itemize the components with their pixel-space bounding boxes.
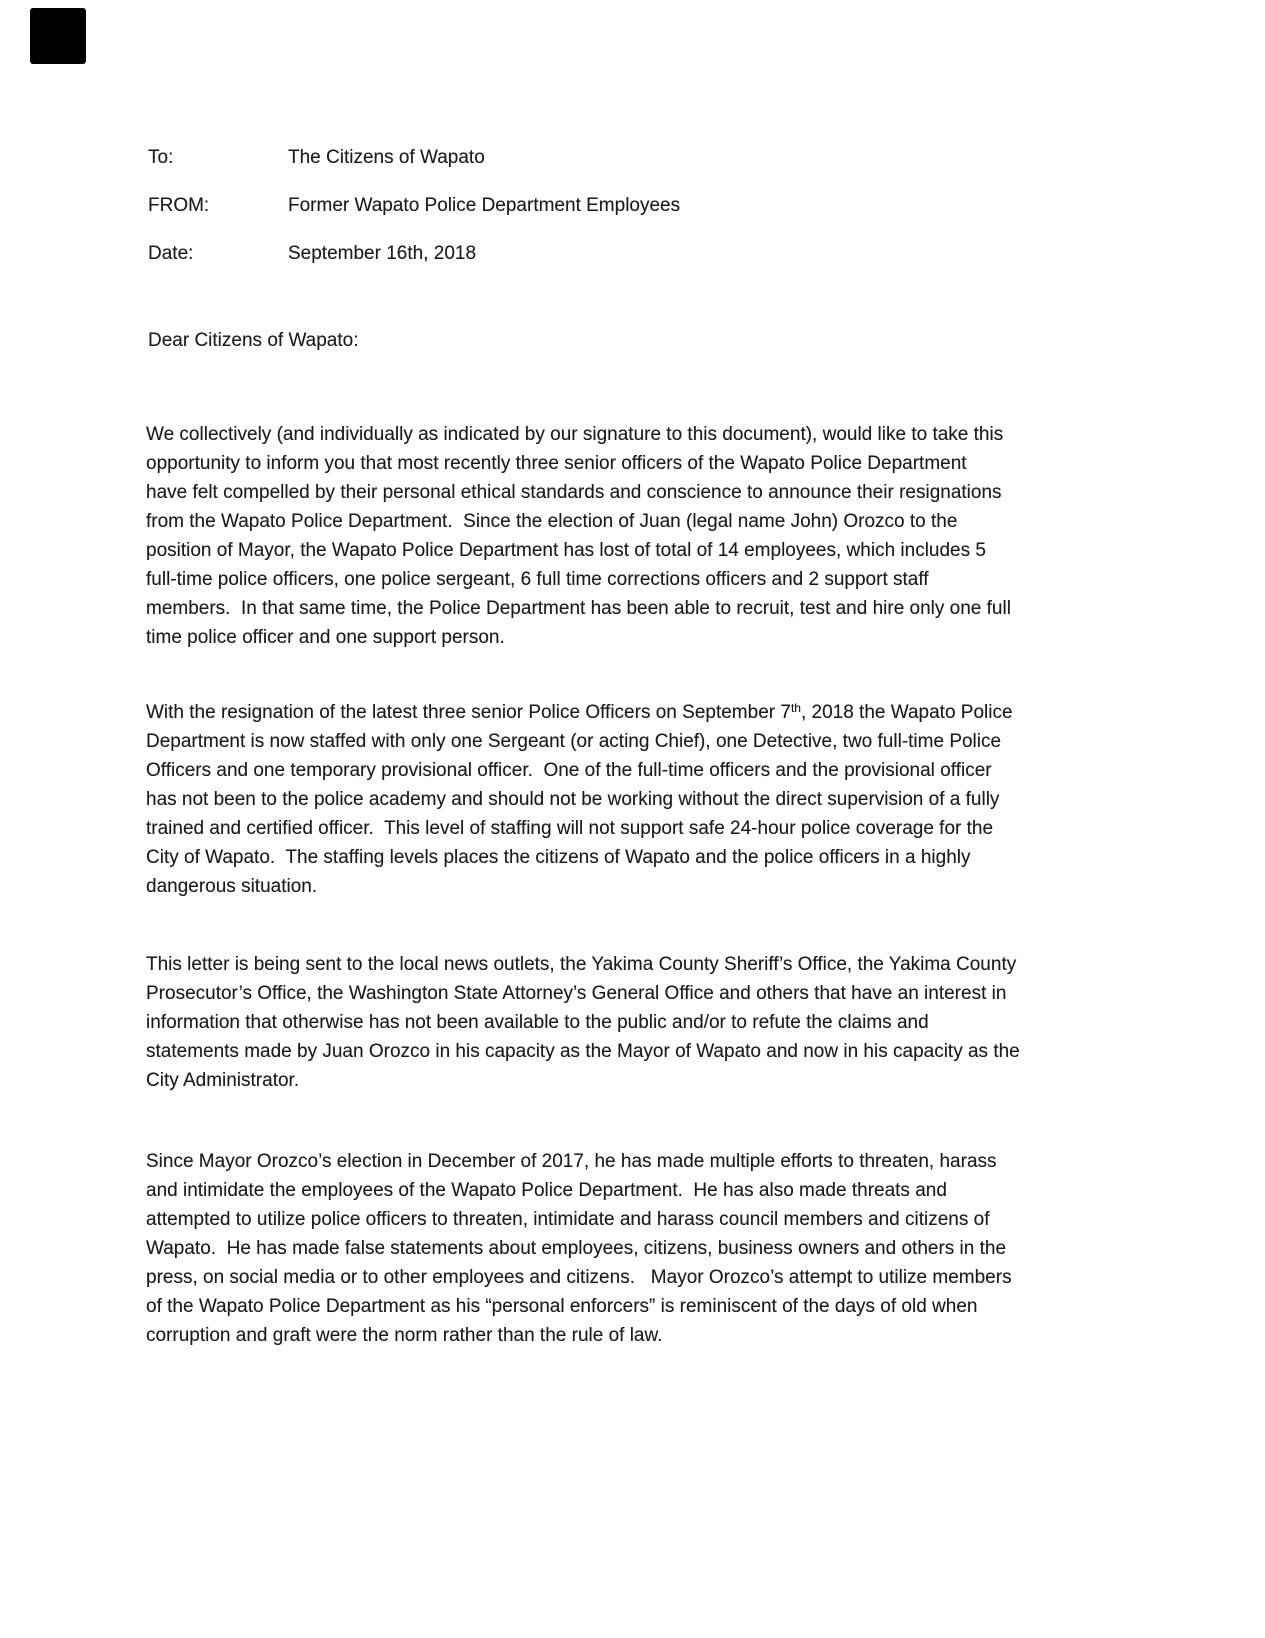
line-segment: With the resignation of the latest three senior Police Officers on September 7 — [146, 702, 791, 723]
letter-line: and intimidate the employees of the Wapato Police Department. He has also made threats and — [146, 1180, 947, 1201]
memo-label-date: Date: — [148, 243, 194, 264]
letter-line: Officers and one temporary provisional officer. One of the full-time officers and the provisional officer — [146, 760, 992, 781]
letter-line: Department is now staffed with only one Sergeant (or acting Chief), one Detective, two full-time Police — [146, 731, 1002, 752]
letter-line: opportunity to inform you that most recently three senior officers of the Wapato Police Department — [146, 453, 967, 474]
memo-value-date: September 16th, 2018 — [288, 243, 477, 264]
letter-line: statements made by Juan Orozco in his capacity as the Mayor of Wapato and now in his capacity as the — [146, 1041, 1020, 1062]
letter-line: press, on social media or to other employees and citizens. Mayor Orozco’s attempt to utilize members — [146, 1267, 1012, 1288]
letter-line: dangerous situation. — [146, 876, 318, 897]
letter-line: City of Wapato. The staffing levels places the citizens of Wapato and the police officers in a highly — [146, 847, 971, 868]
letter-line: trained and certified officer. This level of staffing will not support safe 24-hour police coverage for the — [146, 818, 994, 839]
letter-line: have felt compelled by their personal ethical standards and conscience to announce their resignations — [146, 482, 1002, 503]
memo-value-to: The Citizens of Wapato — [288, 147, 485, 168]
scan-corner-mark — [30, 8, 86, 64]
letter-line: Wapato. He has made false statements about employees, citizens, business owners and others in the — [146, 1238, 1007, 1259]
letter-line: has not been to the police academy and should not be working without the direct supervision of a fully — [146, 789, 1000, 810]
letter-line: information that otherwise has not been available to the public and/or to refute the claims and — [146, 1012, 929, 1033]
letter-line: Since Mayor Orozco’s election in December of 2017, he has made multiple efforts to threaten, harass — [146, 1151, 997, 1172]
letter-line: full-time police officers, one police sergeant, 6 full time corrections officers and 2 support staff — [146, 569, 929, 590]
letter-line: attempted to utilize police officers to threaten, intimidate and harass council members and citizens of — [146, 1209, 990, 1230]
letter-line: members. In that same time, the Police Department has been able to recruit, test and hire only one full — [146, 598, 1011, 619]
salutation: Dear Citizens of Wapato: — [148, 330, 359, 351]
letter-line: corruption and graft were the norm rather than the rule of law. — [146, 1325, 663, 1346]
paragraph-1 — [146, 420, 1225, 652]
letter-line: position of Mayor, the Wapato Police Department has lost of total of 14 employees, which includes 5 — [146, 540, 986, 561]
ordinal-superscript: th — [790, 701, 801, 715]
letter-line — [146, 698, 1225, 727]
memo-label-from: FROM: — [148, 195, 210, 216]
memo-field-to — [148, 143, 1225, 172]
letter-line: City Administrator. — [146, 1070, 300, 1091]
letter-line: from the Wapato Police Department. Since the election of Juan (legal name John) Orozco to the — [146, 511, 958, 532]
letter-line: of the Wapato Police Department as his “personal enforcers” is reminiscent of the days of old when — [146, 1296, 978, 1317]
memo-value-from: Former Wapato Police Department Employees — [288, 195, 681, 216]
memo-field-date — [148, 239, 1225, 268]
paragraph-2 — [146, 698, 1225, 901]
memo-label-to: To: — [148, 147, 174, 168]
paragraph-3 — [146, 950, 1225, 1095]
letter-line: Prosecutor’s Office, the Washington State Attorney’s General Office and others that have an interest in — [146, 983, 1007, 1004]
line-segment: , 2018 the Wapato Police — [800, 702, 1013, 723]
memo-field-from — [148, 191, 1225, 220]
letter-line: This letter is being sent to the local news outlets, the Yakima County Sheriff’s Office, the Yakima County — [146, 954, 1017, 975]
letter-line: time police officer and one support person. — [146, 627, 505, 648]
letter-line: We collectively (and individually as indicated by our signature to this document), would like to take this — [146, 424, 1004, 445]
paragraph-4 — [146, 1147, 1225, 1350]
